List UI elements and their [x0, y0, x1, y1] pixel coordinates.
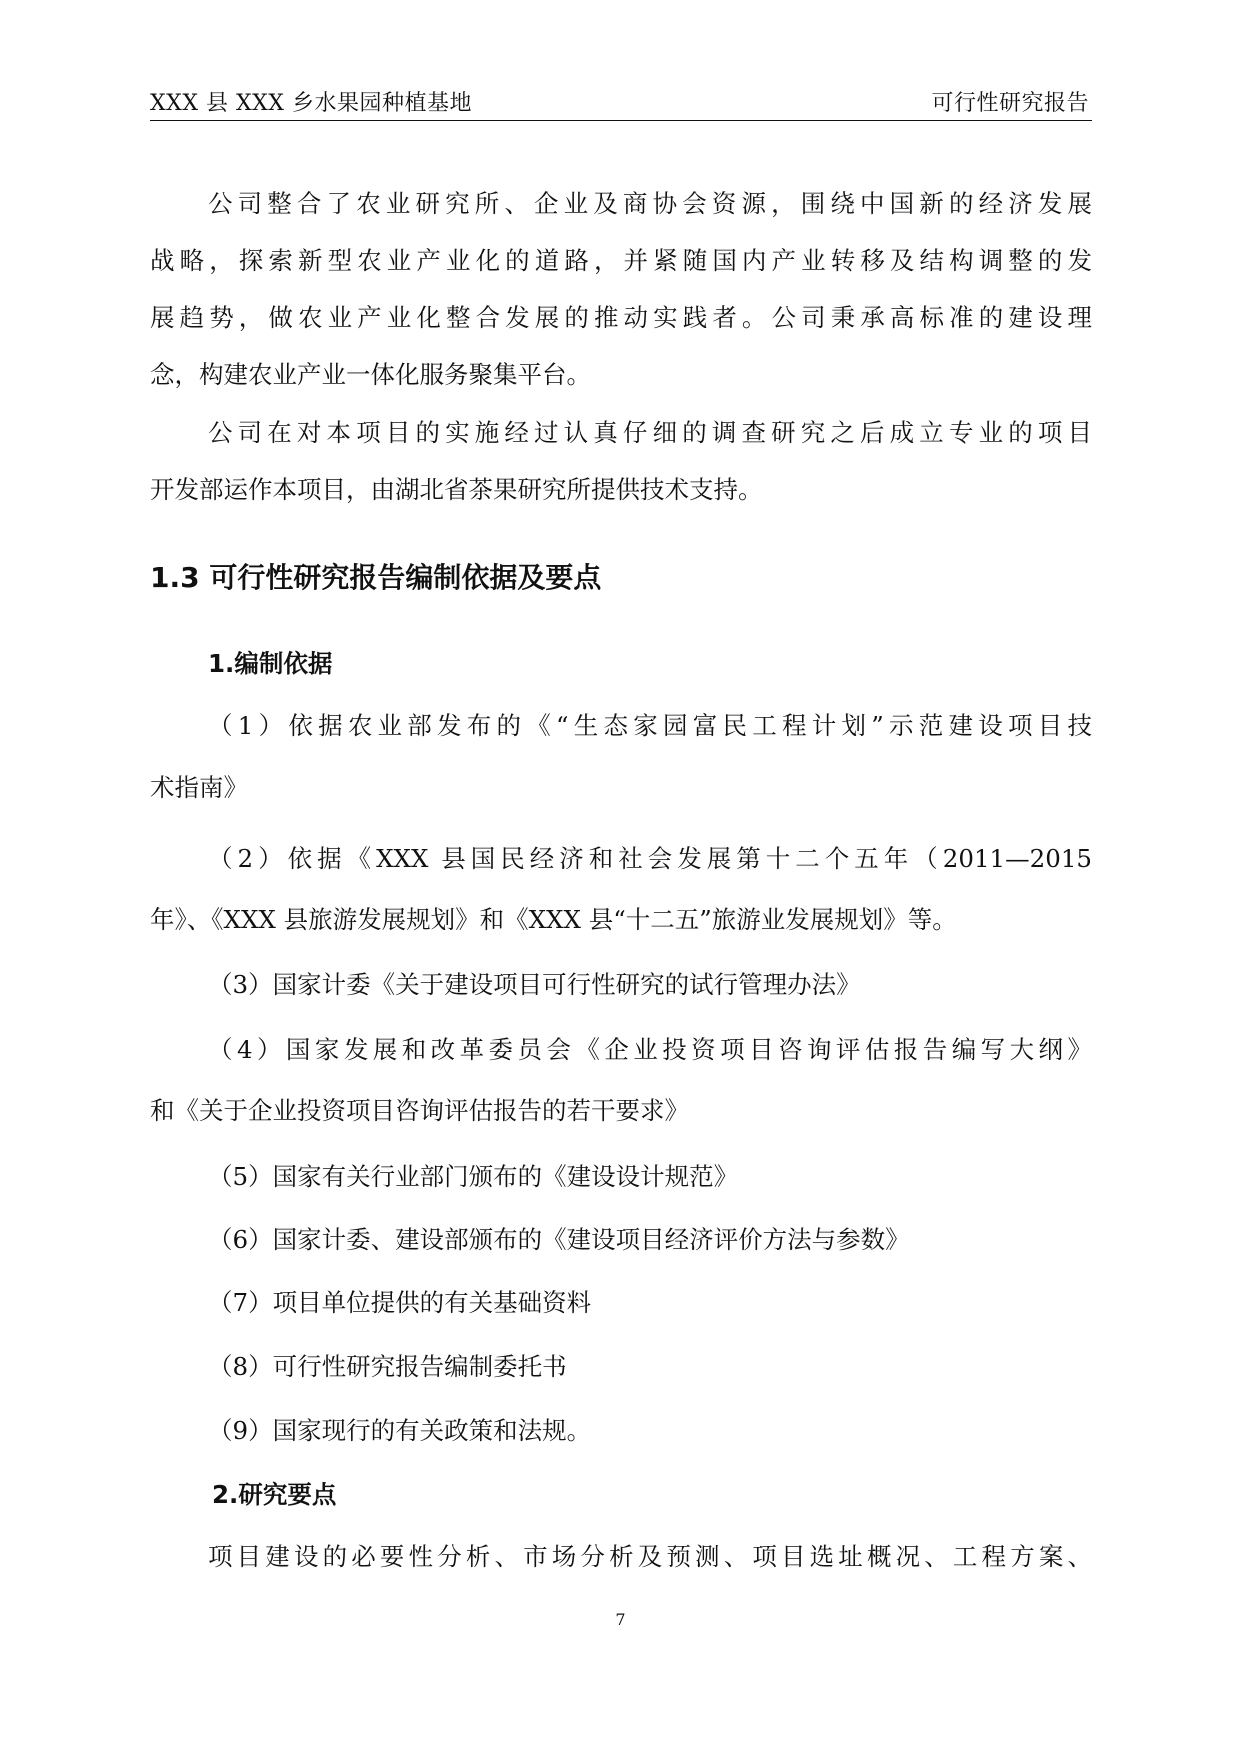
- paragraph-1-line-4: 念，构建农业产业一体化服务聚集平台。: [150, 360, 591, 389]
- subheading-basis: 1.编制依据: [208, 649, 333, 678]
- paragraph-1-line-1: 公司整合了农业研究所、企业及商协会资源，围绕中国新的经济发展: [208, 189, 1092, 218]
- key-points-line-1: 项目建设的必要性分析、市场分析及预测、项目选址概况、工程方案、: [208, 1542, 1092, 1571]
- basis-item-1-line-1: （1）依据农业部发布的《“生态家园富民工程计划”示范建设项目技: [208, 711, 1092, 740]
- basis-item-2-line-2: 年》、《XXX 县旅游发展规划》和《XXX 县“十二五”旅游业发展规划》等。: [150, 905, 957, 934]
- basis-item-8: （8）可行性研究报告编制委托书: [208, 1352, 567, 1381]
- basis-item-3: （3）国家计委《关于建设项目可行性研究的试行管理办法》: [208, 970, 861, 999]
- basis-item-6: （6）国家计委、建设部颁布的《建设项目经济评价方法与参数》: [208, 1225, 910, 1254]
- subheading-key-points: 2.研究要点: [212, 1480, 337, 1509]
- basis-item-7: （7）项目单位提供的有关基础资料: [208, 1288, 592, 1317]
- paragraph-1-line-2: 战略，探索新型农业产业化的道路，并紧随国内产业转移及结构调整的发: [150, 246, 1092, 275]
- page-number: 7: [615, 1610, 626, 1629]
- basis-item-9: （9）国家现行的有关政策和法规。: [208, 1416, 592, 1445]
- basis-item-1-line-2: 术指南》: [150, 773, 248, 802]
- header-rule: [150, 120, 1092, 121]
- basis-item-2-line-1: （2）依据《XXX 县国民经济和社会发展第十二个五年（2011—2015: [208, 844, 1092, 873]
- paragraph-1-line-3: 展趋势，做农业产业化整合发展的推动实践者。公司秉承高标准的建设理: [150, 303, 1092, 332]
- basis-item-5: （5）国家有关行业部门颁布的《建设设计规范》: [208, 1162, 739, 1191]
- basis-item-4-line-2: 和《关于企业投资项目咨询评估报告的若干要求》: [150, 1096, 689, 1125]
- running-header-right: 可行性研究报告: [931, 91, 1089, 116]
- basis-item-4-line-1: （4）国家发展和改革委员会《企业投资项目咨询评估报告编写大纲》: [208, 1035, 1092, 1064]
- paragraph-2-line-1: 公司在对本项目的实施经过认真仔细的调查研究之后成立专业的项目: [208, 418, 1092, 447]
- paragraph-2-line-2: 开发部运作本项目，由湖北省茶果研究所提供技术支持。: [150, 475, 763, 504]
- section-heading: 1.3 可行性研究报告编制依据及要点: [150, 561, 602, 594]
- running-header-left: XXX 县 XXX 乡水果园种植基地: [150, 91, 472, 116]
